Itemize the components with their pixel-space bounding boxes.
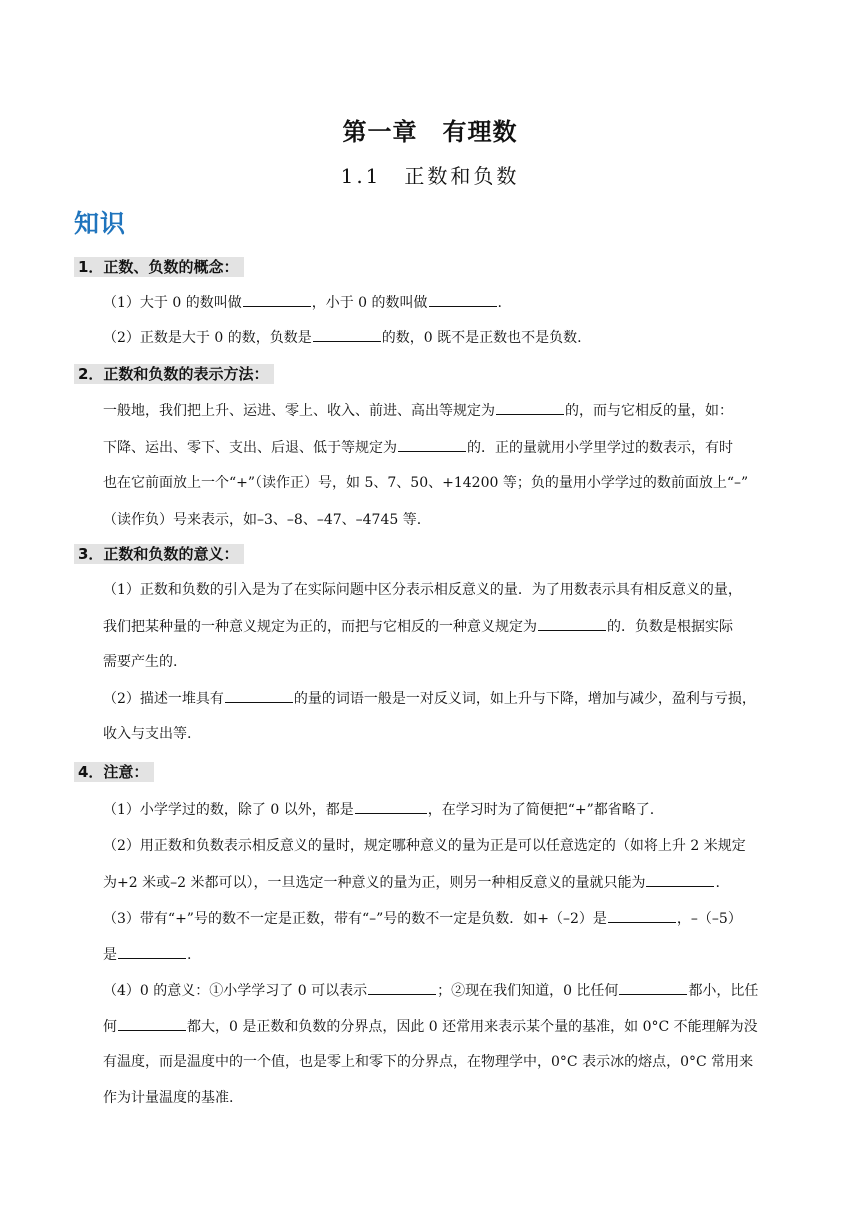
answer-blank <box>619 980 687 995</box>
answer-blank <box>313 327 381 342</box>
answer-blank <box>118 944 186 959</box>
section-3-heading: 3．正数和负数的意义： <box>74 542 244 566</box>
section-4-line-2: （2）用正数和负数表示相反意义的量时，规定哪种意义的量为正是可以任意选定的（如将上升 2 米规定 <box>103 838 746 854</box>
answer-blank <box>368 980 436 995</box>
section-2-line-1: 一般地，我们把上升、运进、零上、收入、前进、高出等规定为 的，而与它相反的量，如： <box>103 400 733 421</box>
answer-blank <box>429 292 497 307</box>
answer-blank <box>225 688 293 703</box>
section-4-line-1: （1）小学学过的数，除了 0 以外，都是 ，在学习时为了简便把“+”都省略了. <box>103 799 654 820</box>
section-1-heading: 1．正数、负数的概念： <box>74 255 244 279</box>
section-4-heading: 4．注意： <box>74 760 154 784</box>
answer-blank <box>118 1016 186 1031</box>
section-4-line-3: 为+2 米或–2 米都可以），一旦选定一种意义的量为正，则另一种相反意义的量就只能为 . <box>103 872 720 893</box>
answer-blank <box>398 437 466 452</box>
answer-blank <box>243 292 311 307</box>
knowledge-heading: 知识 <box>74 209 127 238</box>
section-4-line-8: 有温度，而是温度中的一个值，也是零上和零下的分界点，在物理学中，0°C 表示冰的熔点，0°C 常用来 <box>103 1054 754 1070</box>
section-3-line-1: （1）正数和负数的引入是为了在实际问题中区分表示相反意义的量．为了用数表示具有相反意义的量， <box>103 582 742 598</box>
answer-blank <box>538 616 606 631</box>
section-title: 1.1 正数和负数 <box>340 164 520 188</box>
section-1-line-2: （2）正数是大于 0 的数，负数是 的数，0 既不是正数也不是负数. <box>103 327 582 348</box>
section-2-heading: 2．正数和负数的表示方法： <box>74 362 274 386</box>
chapter-title: 第一章 有理数 <box>342 118 518 146</box>
answer-blank <box>608 908 676 923</box>
answer-blank <box>496 400 564 415</box>
answer-blank <box>355 799 427 814</box>
section-4-line-9: 作为计量温度的基准. <box>103 1090 234 1106</box>
section-2-line-2: 下降、运出、零下、支出、后退、低于等规定为 的．正的量就用小学里学过的数表示，有时 <box>103 437 733 458</box>
section-3-line-3: 需要产生的. <box>103 654 178 670</box>
section-3-line-5: 收入与支出等. <box>103 726 192 742</box>
section-4-line-4: （3）带有“+”号的数不一定是正数，带有“–”号的数不一定是负数．如+（–2）是 ，–（–5） <box>103 908 742 929</box>
section-2-line-4: （读作负）号来表示，如–3、–8、–47、–4745 等. <box>103 512 422 528</box>
section-3-line-4: （2）描述一堆具有 的量的词语一般是一对反义词，如上升与下降，增加与减少，盈利与亏损， <box>103 688 756 709</box>
section-3-line-2: 我们把某种量的一种意义规定为正的，而把与它相反的一种意义规定为 的．负数是根据实际 <box>103 616 733 637</box>
section-4-line-5: 是 . <box>103 944 191 965</box>
section-1-line-1: （1）大于 0 的数叫做 ，小于 0 的数叫做 . <box>103 292 502 313</box>
answer-blank <box>646 872 714 887</box>
section-4-line-7: 何 都大，0 是正数和负数的分界点，因此 0 还常用来表示某个量的基准，如 0°C 不能理解为没 <box>103 1016 758 1037</box>
section-4-line-6: （4）0 的意义：①小学学习了 0 可以表示 ；②现在我们知道，0 比任何 都小，比任 <box>103 980 758 1001</box>
section-2-line-3: 也在它前面放上一个“+”（读作正）号，如 5、7、50、+14200 等；负的量用小学学过的数前面放上“–” <box>103 475 749 491</box>
